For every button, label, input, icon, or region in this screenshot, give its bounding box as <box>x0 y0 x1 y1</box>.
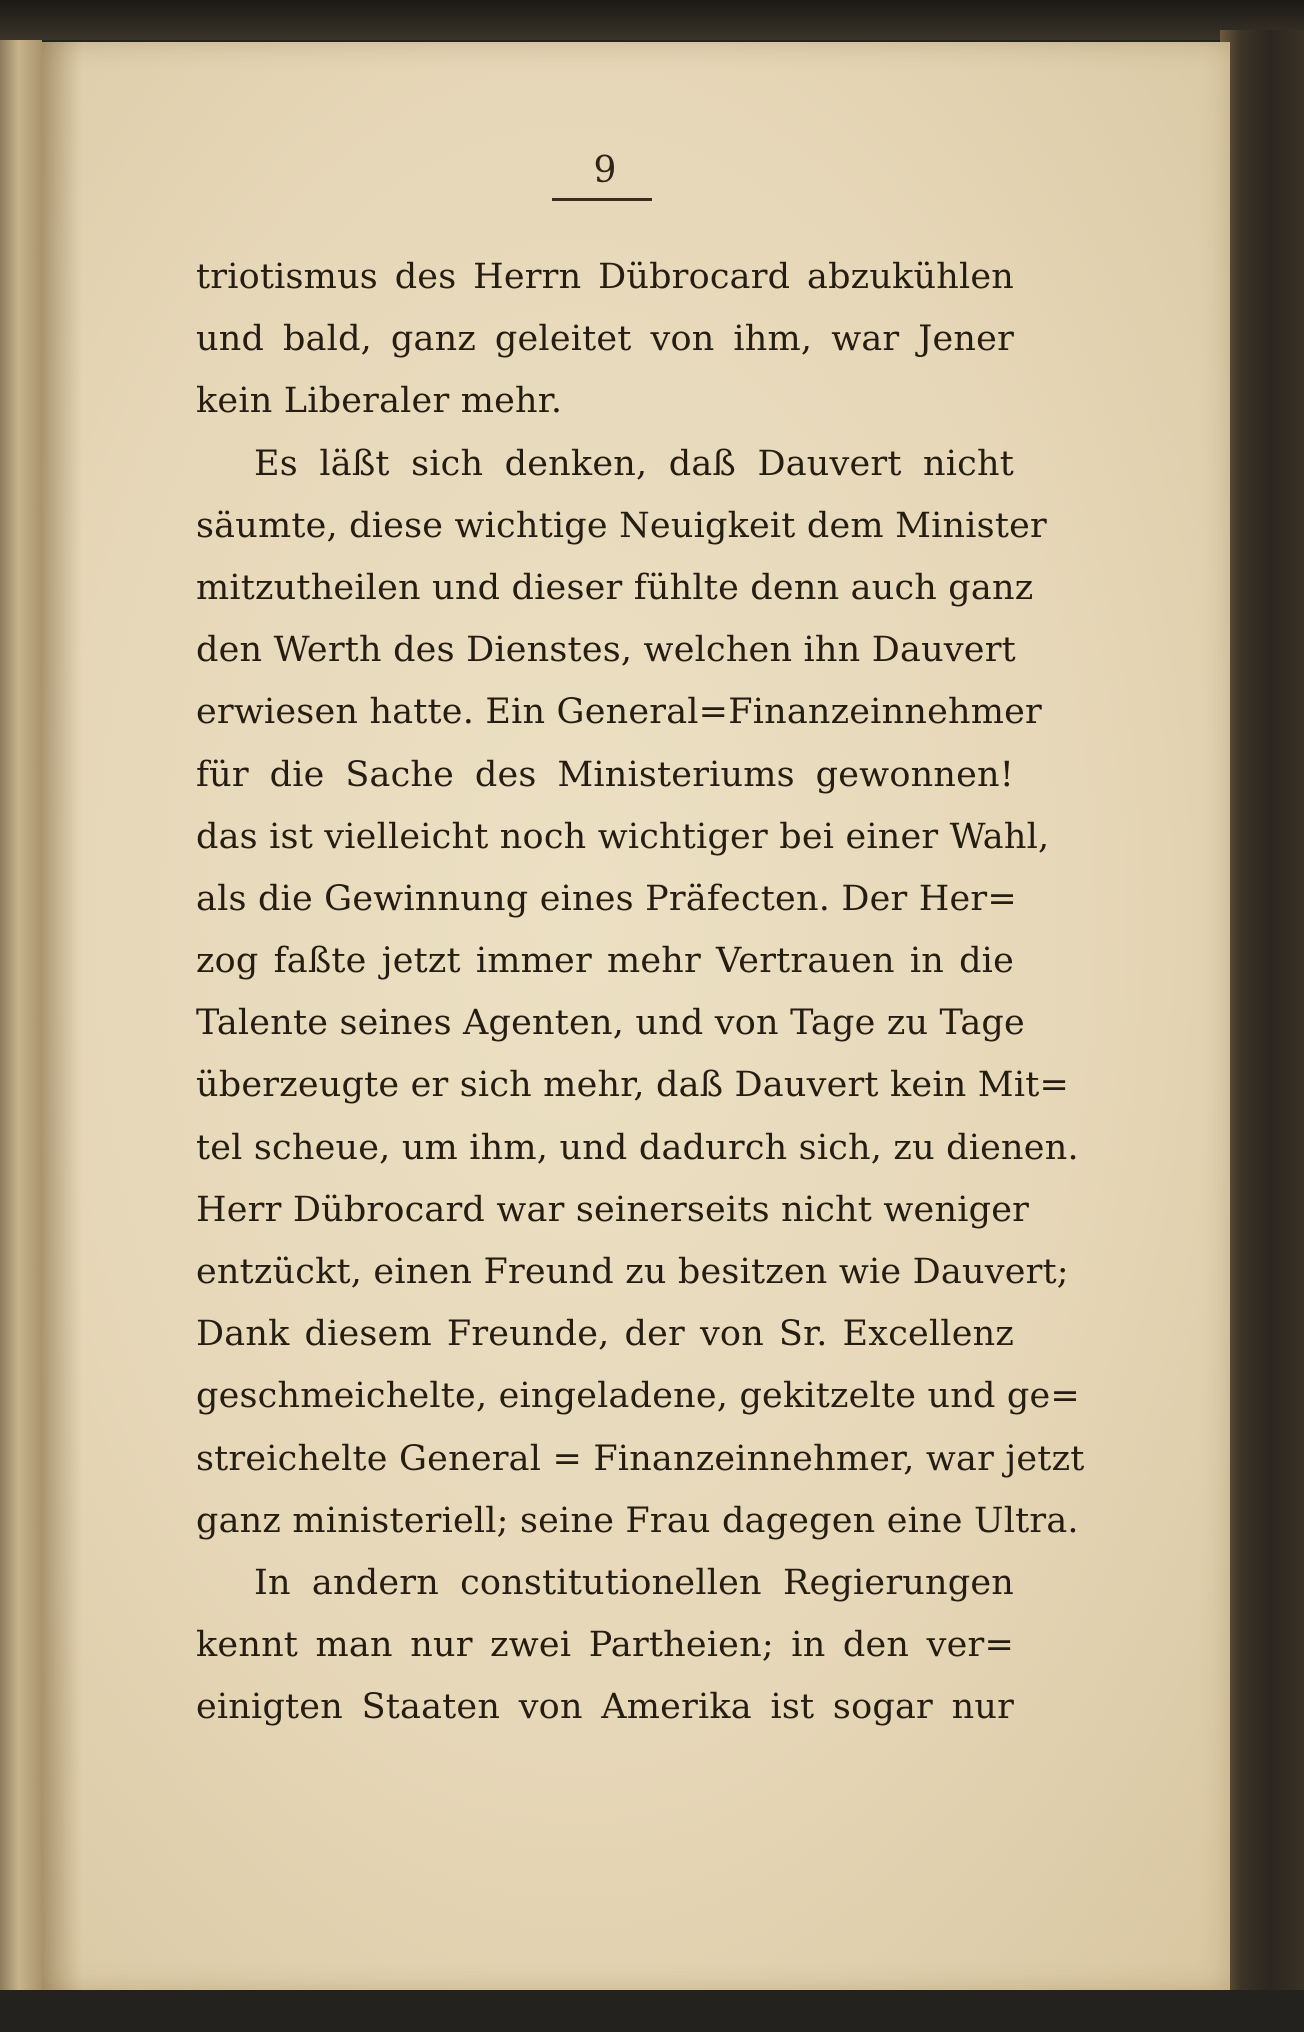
text-line: das ist vielleicht noch wichtiger bei einer Wahl, <box>196 816 1050 857</box>
page-number: 9 <box>593 150 617 191</box>
text-line: für die Sache des Ministeriums gewonnen! <box>196 754 1014 795</box>
text-line: In andern constitutionellen Regierungen <box>254 1562 1014 1603</box>
text-line: triotismus des Herrn Dübrocard abzukühlen <box>196 257 1014 297</box>
text-line: tel scheue, um ihm, und dadurch sich, zu dienen. <box>196 1127 1079 1168</box>
body-text <box>196 246 1085 1739</box>
text-line: den Werth des Dienstes, welchen ihn Dauvert <box>196 630 1016 671</box>
text-line: und bald, ganz geleitet von ihm, war Jener <box>196 319 1014 360</box>
previous-page-edge <box>0 40 42 2030</box>
book-cover-edge <box>1220 30 1304 2032</box>
text-line: Herr Dübrocard war seinerseits nicht weniger <box>196 1189 1030 1230</box>
text-line: erwiesen hatte. Ein General=Finanzeinnehmer <box>196 692 1042 733</box>
text-line: säumte, diese wichtige Neuigkeit dem Minister <box>196 505 1047 546</box>
scan-background-top <box>0 0 1304 40</box>
text-line: Es läßt sich denken, daß Dauvert nicht <box>254 443 1014 484</box>
text-line: als die Gewinnung eines Präfecten. Der Her= <box>196 878 1017 919</box>
text-line: Dank diesem Freunde, der von Sr. Excellenz <box>196 1314 1014 1355</box>
spine-gutter-shadow <box>42 42 82 1992</box>
text-line: ganz ministeriell; seine Frau dagegen eine Ultra. <box>196 1500 1079 1541</box>
scan-background-bottom <box>0 1990 1304 2032</box>
text-line: kennt man nur zwei Partheien; in den ver= <box>196 1625 1014 1666</box>
text-line: Talente seines Agenten, und von Tage zu Tage <box>196 1003 1025 1044</box>
text-line: überzeugte er sich mehr, daß Dauvert kein Mit= <box>196 1065 1070 1106</box>
text-line: geschmeichelte, eingeladene, gekitzelte und ge= <box>196 1376 1080 1417</box>
text-line: mitzutheilen und dieser fühlte denn auch ganz <box>196 567 1034 608</box>
text-line: kein Liberaler mehr. <box>196 381 563 422</box>
page-number-rule <box>552 198 652 201</box>
text-line: einigten Staaten von Amerika ist sogar nur <box>196 1687 1014 1728</box>
text-line: entzückt, einen Freund zu besitzen wie Dauvert; <box>196 1252 1069 1292</box>
text-line: streichelte General = Finanzeinnehmer, war jetzt <box>196 1438 1085 1479</box>
text-line: zog faßte jetzt immer mehr Vertrauen in die <box>196 941 1014 982</box>
